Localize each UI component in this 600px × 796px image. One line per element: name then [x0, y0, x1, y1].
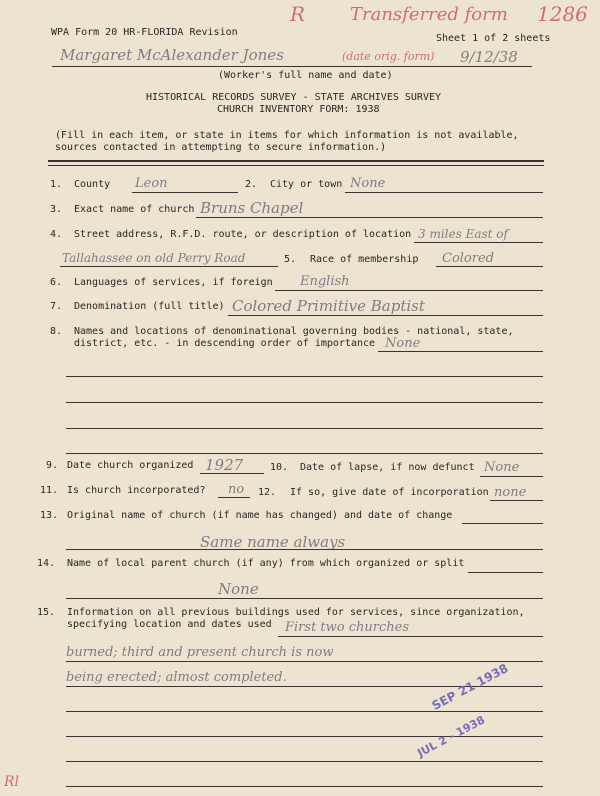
- item-15-line-4: [66, 711, 543, 712]
- item-1-line: [132, 192, 238, 193]
- item-2-line: [345, 192, 543, 193]
- item-2-answer: None: [350, 176, 386, 191]
- item-15-line-7: [66, 786, 543, 787]
- item-14-number: 14.: [37, 558, 56, 569]
- item-1-number: 1.: [50, 179, 63, 190]
- item-4-label: Street address, R.F.D. route, or description of location: [74, 229, 412, 240]
- item-4-number: 4.: [50, 229, 63, 240]
- item-7-line: [228, 315, 543, 316]
- item-12-line: [490, 500, 543, 501]
- item-8-answer: None: [385, 336, 421, 351]
- item-9-label: Date church organized: [67, 460, 194, 471]
- instruction-line-1: (Fill in each item, or state in items for which information is not available,: [55, 130, 519, 141]
- item-5-line: [436, 266, 543, 267]
- received-stamp: SEP 21 1938: [429, 661, 511, 713]
- item-9-number: 9.: [46, 460, 59, 471]
- item-11-label: Is church incorporated?: [67, 485, 206, 496]
- transferred-note: Transferred form: [350, 4, 508, 25]
- sheet-count: Sheet 1 of 2 sheets: [436, 33, 551, 44]
- item-15-line-1: [278, 636, 543, 637]
- item-11-number: 11.: [40, 485, 59, 496]
- item-6-answer: English: [300, 274, 350, 289]
- item-8-number: 8.: [50, 326, 63, 337]
- item-10-line: [480, 476, 543, 477]
- item-4-answer-2: Tallahassee on old Perry Road: [62, 251, 246, 265]
- item-9-line: [200, 473, 264, 474]
- item-6-line: [275, 290, 543, 291]
- item-12-answer: none: [494, 485, 527, 500]
- item-10-answer: None: [484, 460, 520, 475]
- item-7-number: 7.: [50, 301, 63, 312]
- item-15-label-1: Information on all previous buildings used for services, since organization,: [67, 607, 525, 618]
- item-4-line-2: [60, 266, 278, 267]
- rule-2: [48, 165, 544, 166]
- item-3-label: Exact name of church: [74, 204, 195, 215]
- red-mark: R: [290, 2, 306, 26]
- item-7-answer: Colored Primitive Baptist: [232, 297, 425, 315]
- item-15-line-6: [66, 761, 543, 762]
- item-14-line-2: [66, 598, 543, 599]
- item-3-line: [196, 217, 543, 218]
- item-15-line-2: [66, 661, 543, 662]
- item-14-line-1: [468, 572, 543, 573]
- item-3-answer: Bruns Chapel: [200, 199, 304, 217]
- item-5-number: 5.: [284, 254, 297, 265]
- item-15-line-5: [66, 736, 543, 737]
- item-8-line-1: [378, 351, 543, 352]
- item-13-line-2: [66, 549, 543, 550]
- item-2-number: 2.: [245, 179, 258, 190]
- item-8-line-5: [66, 453, 543, 454]
- survey-title: HISTORICAL RECORDS SURVEY - STATE ARCHIVES SURVEY: [146, 92, 442, 103]
- form-number: 1286: [537, 2, 588, 26]
- item-13-label: Original name of church (if name has changed) and date of change: [67, 510, 453, 521]
- item-15-label-2: specifying location and dates used: [67, 619, 272, 630]
- item-8-label-1: Names and locations of denominational governing bodies - national, state,: [74, 326, 514, 337]
- date-stamp: JUL 2 - 1938: [415, 713, 488, 760]
- worker-caption: (Worker's full name and date): [218, 70, 393, 81]
- item-3-number: 3.: [50, 204, 63, 215]
- footer-mark: Rl: [4, 774, 20, 790]
- item-8-label-2: district, etc. - in descending order of importance: [74, 338, 376, 349]
- item-12-number: 12.: [258, 487, 277, 498]
- item-11-answer: no: [228, 482, 245, 497]
- worker-signature: Margaret McAlexander Jones: [60, 46, 284, 64]
- item-13-number: 13.: [40, 510, 59, 521]
- item-4-line-1: [414, 242, 543, 243]
- form-id: WPA Form 20 HR-FLORIDA Revision: [51, 27, 238, 38]
- instruction-line-2: sources contacted in attempting to secure information.): [55, 142, 387, 153]
- item-1-label: County: [74, 179, 111, 190]
- form-title: CHURCH INVENTORY FORM: 1938: [217, 104, 380, 115]
- item-14-label: Name of local parent church (if any) from which organized or split: [67, 558, 465, 569]
- item-15-answer-1: First two churches: [285, 620, 409, 635]
- item-1-answer: Leon: [135, 176, 168, 191]
- item-15-answer-3: being erected; almost completed.: [66, 670, 287, 685]
- item-2-label: City or town: [270, 179, 343, 190]
- worker-note: (date orig. form): [342, 50, 435, 63]
- item-14-answer: None: [218, 580, 259, 598]
- item-8-line-4: [66, 428, 543, 429]
- item-15-answer-2: burned; third and present church is now: [66, 645, 334, 660]
- item-11-line: [218, 497, 250, 498]
- item-8-line-2: [66, 376, 543, 377]
- item-7-label: Denomination (full title): [74, 301, 225, 312]
- signature-line: [52, 66, 532, 67]
- item-9-answer: 1927: [205, 456, 244, 474]
- item-10-number: 10.: [270, 462, 289, 473]
- worker-date: 9/12/38: [460, 48, 518, 66]
- item-15-number: 15.: [37, 607, 56, 618]
- item-12-label: If so, give date of incorporation: [290, 487, 489, 498]
- item-10-label: Date of lapse, if now defunct: [300, 462, 475, 473]
- item-13-line-1: [462, 523, 543, 524]
- item-4-answer-1: 3 miles East of: [418, 227, 508, 241]
- item-6-label: Languages of services, if foreign: [74, 277, 273, 288]
- item-8-line-3: [66, 402, 543, 403]
- item-13-answer: Same name always: [200, 533, 346, 551]
- rule-1: [48, 160, 544, 162]
- item-6-number: 6.: [50, 277, 63, 288]
- item-5-answer: Colored: [442, 251, 494, 266]
- item-5-label: Race of membership: [310, 254, 419, 265]
